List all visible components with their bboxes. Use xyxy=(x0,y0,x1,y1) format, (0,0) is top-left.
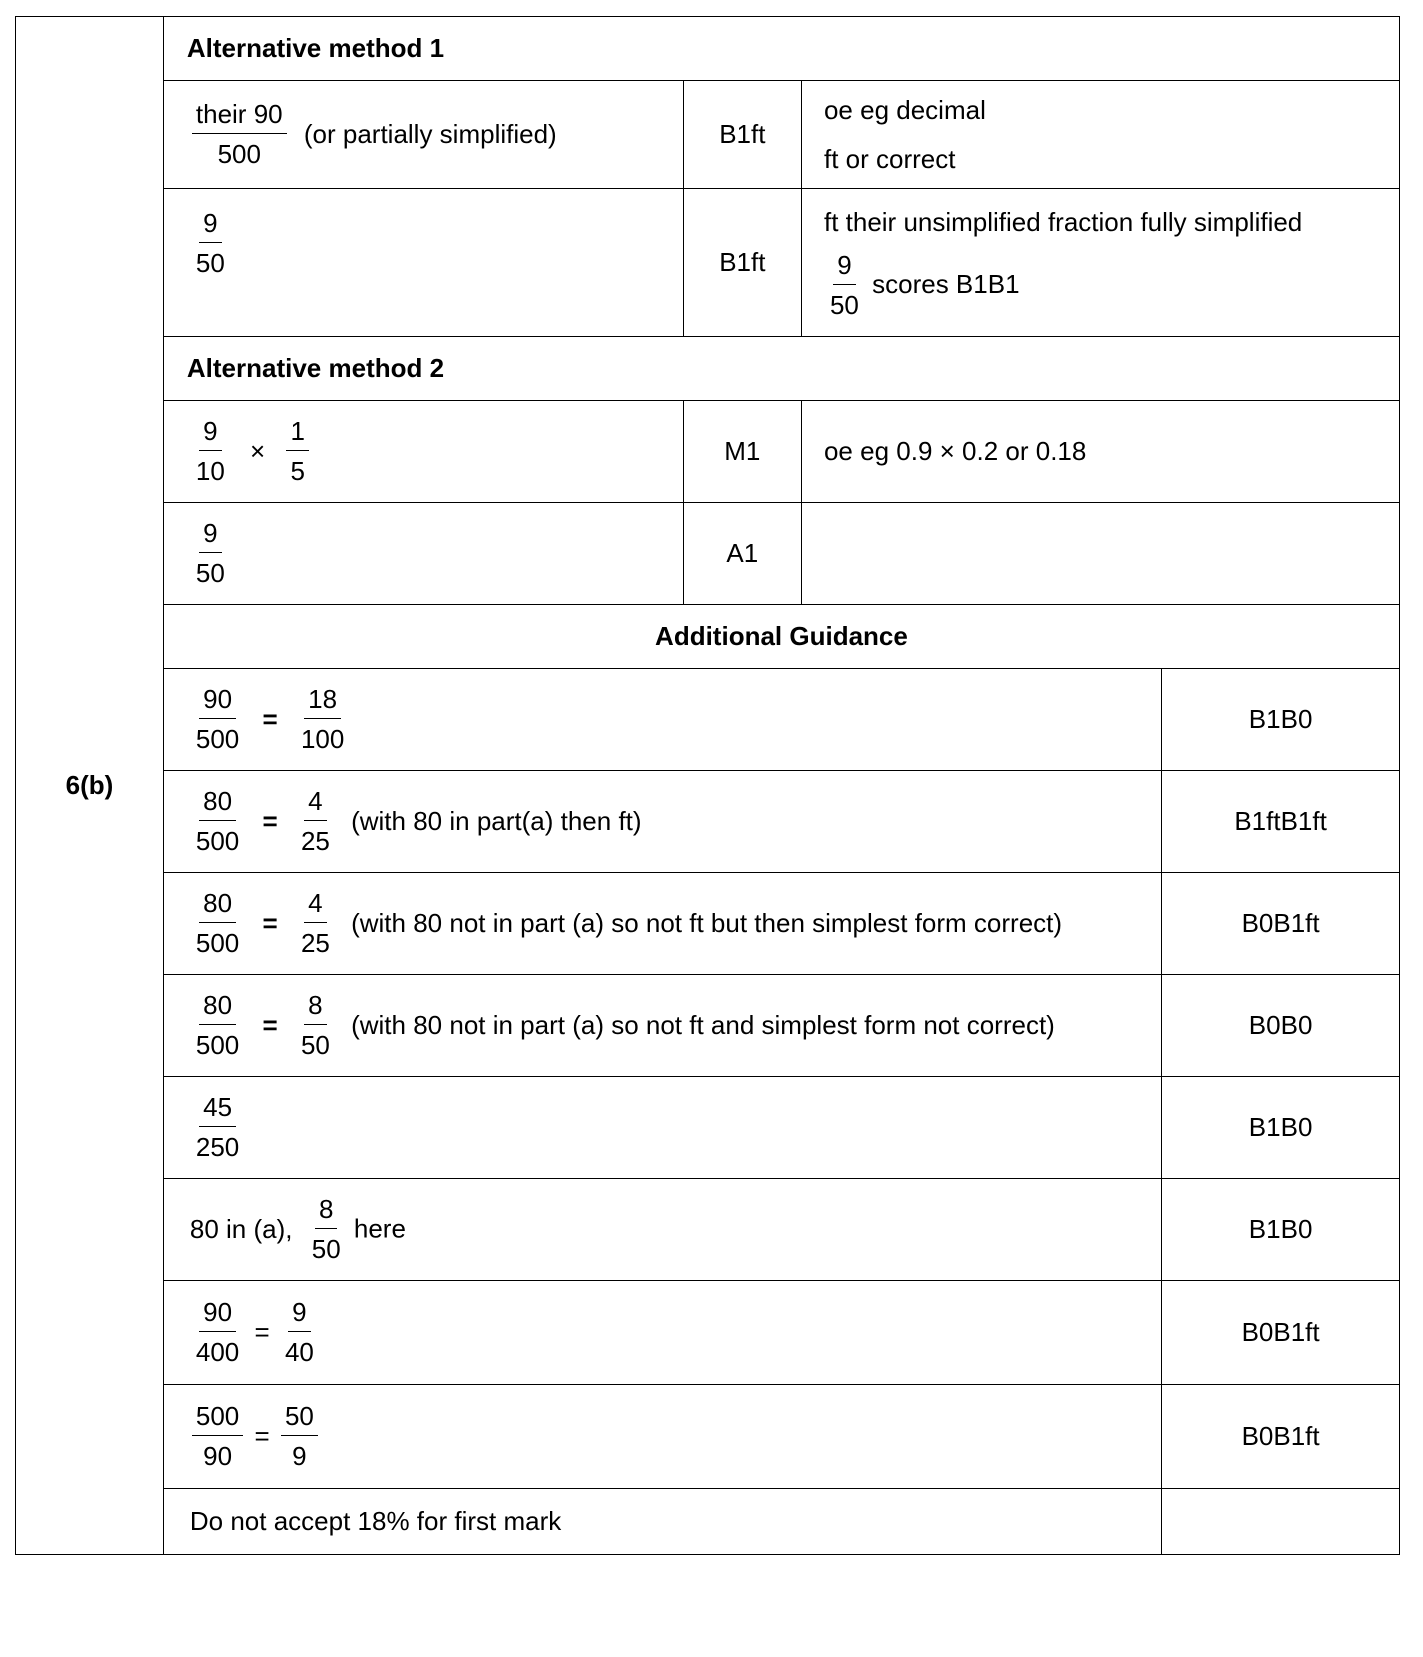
denominator: 50 xyxy=(829,289,859,320)
mark: B1ft xyxy=(683,81,801,189)
fraction xyxy=(192,991,243,1059)
denominator: 500 xyxy=(195,724,240,754)
denominator: 100 xyxy=(300,724,345,754)
denominator: 50 xyxy=(195,247,225,278)
fraction xyxy=(297,889,334,957)
alt-method-2-heading: Alternative method 2 xyxy=(163,337,1399,401)
numerator: 8 xyxy=(304,991,326,1025)
numerator: 80 xyxy=(199,889,236,923)
guidance-mark: B1B0 xyxy=(1162,669,1400,771)
numerator: 4 xyxy=(304,889,326,923)
numerator: 500 xyxy=(192,1402,243,1436)
fraction xyxy=(308,1195,345,1263)
denominator: 10 xyxy=(195,456,225,486)
fraction xyxy=(826,251,863,319)
denominator: 9 xyxy=(292,1441,307,1471)
alt1-answer-1 xyxy=(163,81,683,189)
guidance-mark: B0B1ft xyxy=(1162,1281,1400,1385)
guidance-mark: B1ftB1ft xyxy=(1162,771,1400,873)
guidance-suffix: here xyxy=(353,1214,406,1244)
denominator: 90 xyxy=(203,1441,233,1471)
fraction xyxy=(192,889,243,957)
fraction xyxy=(286,417,308,485)
alt2-answer-1 xyxy=(163,401,683,503)
guidance-row xyxy=(16,873,1400,975)
numerator: 80 xyxy=(199,991,236,1025)
guidance-mark: B0B1ft xyxy=(1162,873,1400,975)
guidance-row xyxy=(16,1489,1400,1555)
guidance-row xyxy=(16,669,1400,771)
guidance-mark: B1B0 xyxy=(1162,1179,1400,1281)
denominator: 25 xyxy=(300,826,330,856)
comment xyxy=(801,503,1399,605)
denominator: 50 xyxy=(311,1234,341,1264)
numerator: 9 xyxy=(833,251,855,285)
comment-line: ft or correct xyxy=(823,143,956,174)
guidance-mark: B1B0 xyxy=(1162,1077,1400,1179)
guidance-final-note: Do not accept 18% for first mark xyxy=(163,1489,1161,1555)
guidance-example xyxy=(163,1077,1161,1179)
guidance-mark xyxy=(1162,1489,1400,1555)
guidance-row xyxy=(16,1385,1400,1489)
alt2-answer-2 xyxy=(163,503,683,605)
numerator: 1 xyxy=(286,417,308,451)
guidance-note: (with 80 in part(a) then ft) xyxy=(351,806,642,836)
equals-sign: = xyxy=(254,1317,270,1347)
comment: oe eg 0.9 × 0.2 or 0.18 xyxy=(801,401,1399,503)
guidance-mark: B0B0 xyxy=(1162,975,1400,1077)
times-sign: × xyxy=(250,436,266,466)
equals-sign: = xyxy=(262,806,278,836)
guidance-prefix: 80 in (a), xyxy=(189,1214,293,1244)
denominator: 500 xyxy=(217,139,261,169)
numerator: 9 xyxy=(199,417,221,451)
denominator: 40 xyxy=(284,1337,314,1367)
numerator: 90 xyxy=(199,1298,236,1332)
equals-sign: = xyxy=(254,1421,270,1451)
comment xyxy=(801,81,1399,189)
comment-text: scores B1B1 xyxy=(872,269,1020,300)
fraction xyxy=(192,1298,243,1366)
numerator: 4 xyxy=(304,787,326,821)
guidance-example xyxy=(163,1281,1161,1385)
denominator: 500 xyxy=(195,928,240,958)
equals-sign: = xyxy=(262,704,278,734)
mark: B1ft xyxy=(683,189,801,337)
numerator: 50 xyxy=(281,1402,318,1436)
guidance-example xyxy=(163,873,1161,975)
guidance-row xyxy=(16,1077,1400,1179)
fraction xyxy=(281,1402,318,1470)
fraction xyxy=(192,1402,243,1470)
equals-sign: = xyxy=(262,908,278,938)
denominator: 250 xyxy=(195,1132,240,1162)
denominator: 50 xyxy=(300,1030,330,1060)
numerator: their 90 xyxy=(192,100,287,134)
denominator: 50 xyxy=(195,558,225,588)
fraction xyxy=(192,100,287,168)
numerator: 90 xyxy=(199,685,236,719)
fraction xyxy=(192,519,229,587)
question-number: 6(b) xyxy=(16,17,164,1555)
guidance-example xyxy=(163,1385,1161,1489)
guidance-example xyxy=(163,1179,1161,1281)
fraction xyxy=(281,1298,318,1366)
numerator: 18 xyxy=(304,685,341,719)
guidance-row xyxy=(16,1179,1400,1281)
fraction xyxy=(192,685,243,753)
denominator: 5 xyxy=(290,456,305,486)
alt-method-1-heading: Alternative method 1 xyxy=(163,17,1399,81)
comment xyxy=(801,189,1399,337)
fraction xyxy=(297,685,348,753)
guidance-row xyxy=(16,1281,1400,1385)
comment-line: oe eg decimal xyxy=(823,95,986,126)
guidance-example xyxy=(163,975,1161,1077)
fraction xyxy=(297,787,334,855)
mark: M1 xyxy=(683,401,801,503)
guidance-example xyxy=(163,771,1161,873)
numerator: 9 xyxy=(199,209,221,243)
alt1-answer-2 xyxy=(163,189,683,337)
guidance-row xyxy=(16,975,1400,1077)
fraction xyxy=(192,1093,243,1161)
additional-guidance-heading: Additional Guidance xyxy=(163,605,1399,669)
fraction xyxy=(192,787,243,855)
mark: A1 xyxy=(683,503,801,605)
guidance-row xyxy=(16,771,1400,873)
equals-sign: = xyxy=(262,1010,278,1040)
comment-line xyxy=(824,251,1399,319)
guidance-mark: B0B1ft xyxy=(1162,1385,1400,1489)
denominator: 25 xyxy=(300,928,330,958)
answer-note: (or partially simplified) xyxy=(303,119,557,149)
guidance-example xyxy=(163,669,1161,771)
denominator: 500 xyxy=(195,826,240,856)
numerator: 80 xyxy=(199,787,236,821)
numerator: 9 xyxy=(288,1298,310,1332)
mark-scheme-table xyxy=(15,16,1400,1555)
numerator: 8 xyxy=(315,1195,337,1229)
comment-line: ft their unsimplified fraction fully simplified xyxy=(823,206,1303,237)
guidance-note: (with 80 not in part (a) so not ft and simplest form not correct) xyxy=(351,1010,1055,1040)
denominator: 500 xyxy=(195,1030,240,1060)
fraction xyxy=(192,209,229,277)
numerator: 45 xyxy=(199,1093,236,1127)
numerator: 9 xyxy=(199,519,221,553)
denominator: 400 xyxy=(195,1337,240,1367)
guidance-note: (with 80 not in part (a) so not ft but then simplest form correct) xyxy=(351,908,1063,938)
fraction xyxy=(192,417,229,485)
fraction xyxy=(297,991,334,1059)
